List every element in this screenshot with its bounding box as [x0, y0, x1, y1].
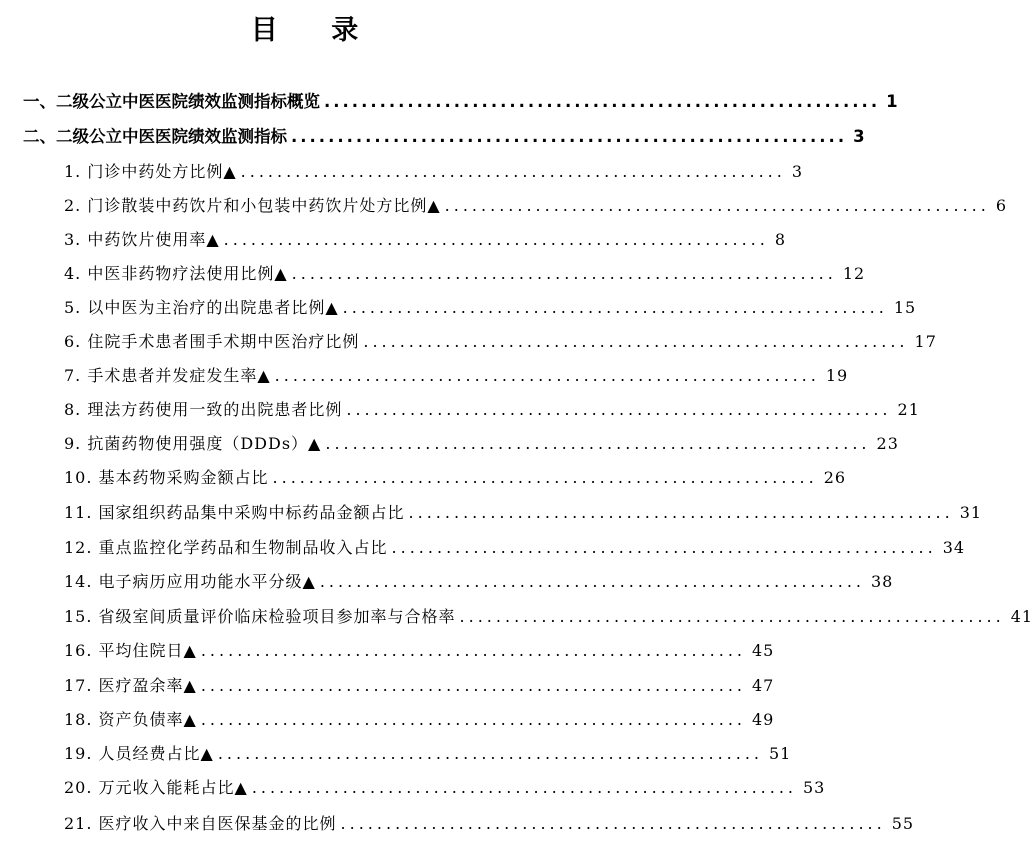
toc-page-number: 45: [752, 641, 775, 660]
toc-leader: ............................................................: [272, 468, 818, 487]
toc-leader: ............................................................: [251, 778, 797, 797]
toc-leader: ............................................................: [325, 434, 871, 453]
toc-page-number: 21: [897, 400, 920, 419]
toc-item[interactable]: [64, 637, 775, 665]
toc-item-label: 14. 电子病历应用功能水平分级▲: [64, 572, 316, 591]
toc-item-label: 18. 资产负债率▲: [64, 710, 197, 729]
toc-leader: ............................................................: [363, 332, 909, 351]
toc-item[interactable]: [64, 740, 792, 768]
toc-item-label: 12. 重点监控化学药品和生物制品收入占比: [64, 538, 388, 557]
toc-item[interactable]: [64, 430, 899, 458]
toc-leader: ............................................................: [223, 230, 769, 249]
toc-page-number: 53: [803, 778, 826, 797]
toc-leader: ............................................................: [200, 641, 746, 660]
toc-section-label: 一、二级公立中医医院绩效监测指标概览: [23, 92, 320, 111]
toc-item[interactable]: [64, 774, 826, 802]
toc-page-number: 51: [769, 744, 792, 763]
toc-item[interactable]: [64, 192, 1008, 220]
toc-item-label: 20. 万元收入能耗占比▲: [64, 778, 248, 797]
toc-item[interactable]: [64, 464, 847, 492]
toc-leader: ............................................................: [391, 538, 937, 557]
toc-item[interactable]: [64, 158, 804, 186]
toc-leader: ............................................................: [291, 264, 837, 283]
toc-item[interactable]: [64, 328, 937, 356]
toc-page-number: 6: [995, 196, 1008, 215]
toc-leader: ............................................................: [346, 400, 892, 419]
toc-leader: ............................................................: [291, 127, 848, 146]
toc-leader: ............................................................: [240, 162, 786, 181]
toc-leader: ............................................................: [274, 366, 820, 385]
toc-page-number: 12: [842, 264, 866, 283]
toc-leader: ............................................................: [319, 572, 865, 591]
toc-leader: ............................................................: [200, 710, 746, 729]
toc-page-number: 41: [1010, 607, 1033, 626]
toc-leader: ............................................................: [324, 92, 881, 111]
toc-item-label: 10. 基本药物采购金额占比: [64, 468, 269, 487]
page-title: 目 录: [250, 15, 381, 46]
toc-leader: ............................................................: [217, 744, 763, 763]
toc-page-number: 15: [893, 298, 917, 317]
toc-item[interactable]: [64, 294, 917, 322]
toc-item-label: 16. 平均住院日▲: [64, 641, 197, 660]
toc-item[interactable]: [64, 810, 915, 838]
toc-leader: ............................................................: [408, 503, 954, 522]
toc-page-number: 31: [959, 503, 983, 522]
toc-page-number: 17: [914, 332, 937, 351]
toc-item[interactable]: [64, 568, 894, 596]
toc-page-number: 8: [774, 230, 787, 249]
toc-item[interactable]: [64, 499, 983, 527]
toc-item-label: 8. 理法方药使用一致的出院患者比例: [64, 400, 343, 419]
toc-leader: ............................................................: [342, 298, 888, 317]
toc-page-number: 19: [825, 366, 849, 385]
toc-item[interactable]: [64, 362, 849, 390]
toc-page-number: 49: [752, 710, 775, 729]
toc-item[interactable]: [64, 226, 787, 254]
toc-item-label: 21. 医疗收入中来自医保基金的比例: [64, 814, 337, 833]
toc-item[interactable]: [64, 260, 866, 288]
toc-item[interactable]: [64, 534, 966, 562]
toc-page-number: 26: [823, 468, 847, 487]
toc-item-label: 19. 人员经费占比▲: [64, 744, 214, 763]
toc-leader: ............................................................: [200, 676, 746, 695]
toc-page-number: 34: [942, 538, 966, 557]
toc-leader: ............................................................: [459, 607, 1005, 626]
toc-page-number: 1: [886, 92, 898, 111]
toc-leader: ............................................................: [340, 814, 886, 833]
toc-page-number: 3: [853, 127, 865, 146]
toc-item-label: 6. 住院手术患者围手术期中医治疗比例: [64, 332, 360, 351]
toc-section-label: 二、二级公立中医医院绩效监测指标: [23, 127, 287, 146]
toc-item-label: 5. 以中医为主治疗的出院患者比例▲: [64, 298, 339, 317]
toc-item-label: 15. 省级室间质量评价临床检验项目参加率与合格率: [64, 607, 456, 626]
toc-item-label: 1. 门诊中药处方比例▲: [64, 162, 237, 181]
toc-item[interactable]: [64, 706, 775, 734]
toc-page-number: 38: [871, 572, 894, 591]
toc-item-label: 17. 医疗盈余率▲: [64, 676, 197, 695]
toc-section[interactable]: [23, 88, 898, 116]
toc-item[interactable]: [64, 396, 920, 424]
toc-section[interactable]: [23, 123, 865, 151]
toc-page-number: 23: [876, 434, 899, 453]
toc-item-label: 11. 国家组织药品集中采购中标药品金额占比: [64, 503, 405, 522]
toc-page-number: 55: [891, 814, 915, 833]
toc-item[interactable]: [64, 603, 1033, 631]
toc-item-label: 3. 中药饮片使用率▲: [64, 230, 220, 249]
toc-page-number: 47: [752, 676, 775, 695]
toc-leader: ............................................................: [444, 196, 990, 215]
toc-item-label: 4. 中医非药物疗法使用比例▲: [64, 264, 288, 283]
toc-item[interactable]: [64, 672, 775, 700]
toc-item-label: 7. 手术患者并发症发生率▲: [64, 366, 271, 385]
toc-item-label: 9. 抗菌药物使用强度（DDDs）▲: [64, 434, 322, 453]
toc-page-number: 3: [791, 162, 804, 181]
toc-item-label: 2. 门诊散装中药饮片和小包装中药饮片处方比例▲: [64, 196, 441, 215]
